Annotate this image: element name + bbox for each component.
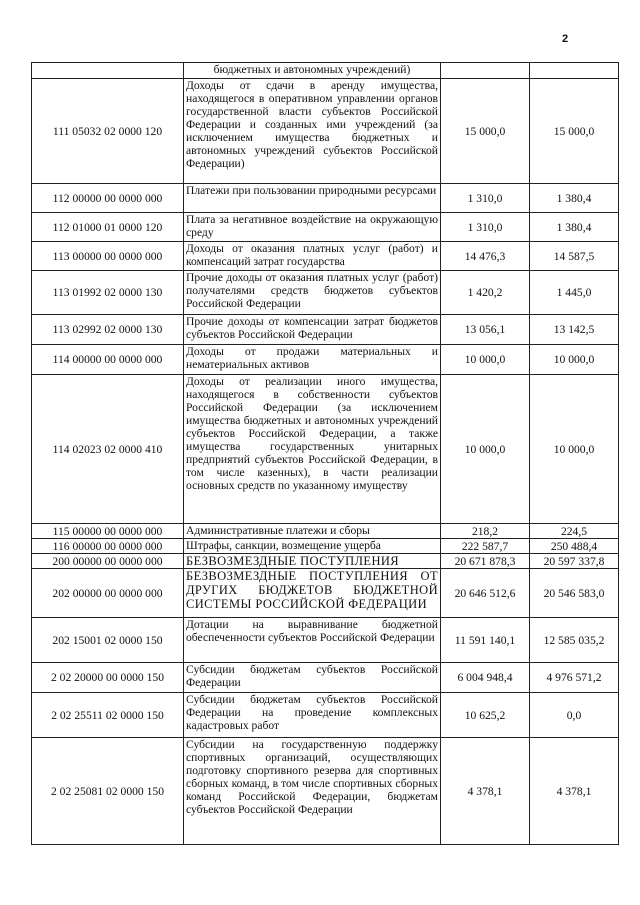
- amount-year-2: 14 587,5: [530, 242, 619, 271]
- amount-year-2: 20 546 583,0: [530, 569, 619, 618]
- table-row: [32, 663, 619, 693]
- table-row: [32, 63, 619, 79]
- amount-year-1: 222 587,7: [441, 539, 530, 554]
- amount-year-2: 1 380,4: [530, 213, 619, 242]
- kbk-code: 115 00000 00 0000 000: [32, 524, 184, 539]
- kbk-code: 112 00000 00 0000 000: [32, 184, 184, 213]
- amount-year-2: 1 445,0: [530, 271, 619, 315]
- revenue-description: Субсидии бюджетам субъектов Российской Федерации на проведение комплексных кадастровых работ: [184, 693, 441, 738]
- amount-year-1: 10 625,2: [441, 693, 530, 738]
- table-row: [32, 524, 619, 539]
- table-row: [32, 539, 619, 554]
- kbk-code: 2 02 20000 00 0000 150: [32, 663, 184, 693]
- amount-year-2: 15 000,0: [530, 79, 619, 184]
- revenue-description: Доходы от оказания платных услуг (работ) и компенсаций затрат государства: [184, 242, 441, 271]
- table-row: [32, 375, 619, 524]
- revenue-description: Прочие доходы от оказания платных услуг (работ) получателями средств бюджетов субъектов Российской Федерации: [184, 271, 441, 315]
- kbk-code: 114 00000 00 0000 000: [32, 345, 184, 375]
- amount-year-1: 1 310,0: [441, 184, 530, 213]
- amount-year-2: 224,5: [530, 524, 619, 539]
- revenue-description: Субсидии бюджетам субъектов Российской Федерации: [184, 663, 441, 693]
- amount-year-2: 250 488,4: [530, 539, 619, 554]
- amount-year-1: 13 056,1: [441, 315, 530, 345]
- revenue-description: Административные платежи и сборы: [184, 524, 441, 539]
- kbk-code: 2 02 25081 02 0000 150: [32, 738, 184, 845]
- revenue-description: Дотации на выравнивание бюджетной обеспеченности субъектов Российской Федерации: [184, 618, 441, 663]
- table-row: [32, 242, 619, 271]
- table-row: [32, 79, 619, 184]
- kbk-code: 113 02992 02 0000 130: [32, 315, 184, 345]
- kbk-code: 112 01000 01 0000 120: [32, 213, 184, 242]
- revenue-description: Доходы от продажи материальных и нематериальных активов: [184, 345, 441, 375]
- amount-year-2: 13 142,5: [530, 315, 619, 345]
- amount-year-2: 0,0: [530, 693, 619, 738]
- table-row: [32, 184, 619, 213]
- amount-year-1: 218,2: [441, 524, 530, 539]
- revenue-description: БЕЗВОЗМЕЗДНЫЕ ПОСТУПЛЕНИЯ: [184, 554, 441, 569]
- revenue-description: Доходы от сдачи в аренду имущества, находящегося в оперативном управлении органов государственной власти субъектов Российской Федерации и созданных ими учреждений (за исключением имущества бюджетных и автономных учреждений субъектов Российской Федерации): [184, 79, 441, 184]
- table-row: [32, 618, 619, 663]
- kbk-code: 2 02 25511 02 0000 150: [32, 693, 184, 738]
- kbk-code: 113 00000 00 0000 000: [32, 242, 184, 271]
- table-row: [32, 213, 619, 242]
- revenue-description: бюджетных и автономных учреждений): [184, 63, 441, 79]
- amount-year-2: 12 585 035,2: [530, 618, 619, 663]
- amount-year-2: [530, 63, 619, 79]
- kbk-code: 113 01992 02 0000 130: [32, 271, 184, 315]
- amount-year-1: 20 646 512,6: [441, 569, 530, 618]
- revenue-description: Субсидии на государственную поддержку спортивных организаций, осуществляющих подготовку спортивного резерва для спортивных сборных команд, в том числе спортивных сборных команд Российской Федерации, бюджетам субъектов Российской Федерации: [184, 738, 441, 845]
- amount-year-2: 10 000,0: [530, 345, 619, 375]
- amount-year-1: 10 000,0: [441, 345, 530, 375]
- page-number: 2: [562, 33, 569, 45]
- amount-year-1: 10 000,0: [441, 375, 530, 524]
- amount-year-1: 14 476,3: [441, 242, 530, 271]
- amount-year-1: [441, 63, 530, 79]
- kbk-code: 200 00000 00 0000 000: [32, 554, 184, 569]
- revenue-description: БЕЗВОЗМЕЗДНЫЕ ПОСТУПЛЕНИЯ ОТ ДРУГИХ БЮДЖЕТОВ БЮДЖЕТНОЙ СИСТЕМЫ РОССИЙСКОЙ ФЕДЕРАЦИИ: [184, 569, 441, 618]
- table-row: [32, 693, 619, 738]
- revenue-table: [31, 62, 619, 845]
- revenue-description: Штрафы, санкции, возмещение ущерба: [184, 539, 441, 554]
- revenue-description: Прочие доходы от компенсации затрат бюджетов субъектов Российской Федерации: [184, 315, 441, 345]
- revenue-description: Платежи при пользовании природными ресурсами: [184, 184, 441, 213]
- amount-year-2: 4 976 571,2: [530, 663, 619, 693]
- revenue-description: Плата за негативное воздействие на окружающую среду: [184, 213, 441, 242]
- table-row: [32, 315, 619, 345]
- amount-year-2: 10 000,0: [530, 375, 619, 524]
- amount-year-2: 1 380,4: [530, 184, 619, 213]
- amount-year-2: 20 597 337,8: [530, 554, 619, 569]
- amount-year-1: 1 420,2: [441, 271, 530, 315]
- kbk-code: 202 15001 02 0000 150: [32, 618, 184, 663]
- amount-year-1: 15 000,0: [441, 79, 530, 184]
- table-row: [32, 554, 619, 569]
- table-row: [32, 738, 619, 845]
- kbk-code: [32, 63, 184, 79]
- kbk-code: 202 00000 00 0000 000: [32, 569, 184, 618]
- table-row: [32, 345, 619, 375]
- kbk-code: 116 00000 00 0000 000: [32, 539, 184, 554]
- table-row: [32, 569, 619, 618]
- amount-year-1: 6 004 948,4: [441, 663, 530, 693]
- amount-year-1: 1 310,0: [441, 213, 530, 242]
- amount-year-1: 11 591 140,1: [441, 618, 530, 663]
- amount-year-1: 20 671 878,3: [441, 554, 530, 569]
- kbk-code: 114 02023 02 0000 410: [32, 375, 184, 524]
- kbk-code: 111 05032 02 0000 120: [32, 79, 184, 184]
- amount-year-1: 4 378,1: [441, 738, 530, 845]
- amount-year-2: 4 378,1: [530, 738, 619, 845]
- revenue-description: Доходы от реализации иного имущества, находящегося в собственности субъектов Российской Федерации (за исключением имущества бюджетных и автономных учреждений субъектов Российской Федерации, а также имущества государственных унитарных предприятий субъектов Российской Федерации, в том числе казенных), в части реализации основных средств по указанному имуществу: [184, 375, 441, 524]
- table-row: [32, 271, 619, 315]
